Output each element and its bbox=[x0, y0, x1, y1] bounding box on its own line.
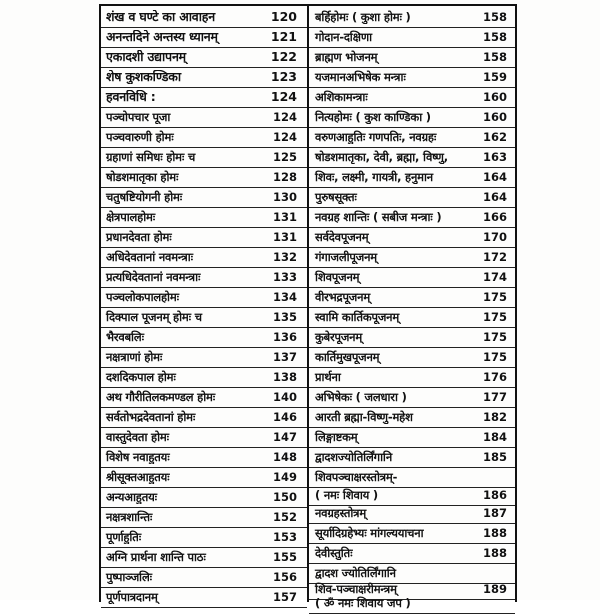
entry-page-number: 186 bbox=[482, 488, 507, 502]
entry-page-number: 124 bbox=[270, 89, 297, 104]
row-rule bbox=[309, 543, 515, 544]
entry-title: पुरुषसूक्तः bbox=[315, 190, 357, 204]
toc-entry bbox=[101, 110, 305, 124]
toc-entry bbox=[309, 90, 513, 104]
row-rule bbox=[309, 347, 515, 348]
entry-title: ( ॐ नमः शिवाय जप ) bbox=[315, 596, 411, 610]
entry-title: देवीस्तुतिः bbox=[315, 546, 353, 560]
toc-entry bbox=[309, 10, 513, 24]
toc-entry bbox=[309, 70, 513, 84]
row-rule bbox=[309, 267, 515, 268]
toc-entry bbox=[309, 370, 513, 384]
row-rule bbox=[309, 467, 515, 468]
row-rule bbox=[101, 147, 307, 148]
row-rule bbox=[101, 327, 307, 328]
toc-entry bbox=[101, 290, 305, 304]
row-rule bbox=[101, 87, 307, 88]
entry-title: पञ्चवारुणी होमः bbox=[106, 130, 174, 144]
entry-page-number: 133 bbox=[272, 270, 297, 284]
toc-entry bbox=[309, 190, 513, 204]
entry-title: श्रीसूक्तआहुतयः bbox=[106, 470, 170, 484]
entry-page-number: 150 bbox=[272, 490, 297, 504]
entry-title: सूर्यादिग्रहेभ्यः मांगल्ययाचना bbox=[315, 526, 424, 540]
row-rule bbox=[101, 467, 307, 468]
entry-title: कुबेरपूजनम् bbox=[315, 330, 363, 344]
row-rule bbox=[101, 387, 307, 388]
entry-page-number: 175 bbox=[482, 310, 507, 324]
toc-entry bbox=[309, 430, 513, 444]
entry-title: वरुणआहुतिः गणपतिः, नवग्रहः bbox=[315, 130, 437, 144]
entry-page-number: 124 bbox=[272, 130, 297, 144]
row-rule bbox=[309, 367, 515, 368]
row-rule bbox=[101, 107, 307, 108]
entry-title: आरती ब्रह्मा-विष्णु-महेश bbox=[315, 410, 413, 424]
entry-title: विशेष नवाहुतयः bbox=[106, 450, 170, 464]
toc-entry bbox=[101, 530, 305, 544]
entry-title: हवनविधि : bbox=[106, 90, 156, 104]
toc-entry bbox=[309, 350, 513, 364]
row-rule bbox=[101, 427, 307, 428]
toc-entry bbox=[309, 30, 513, 44]
entry-title: शिवपञ्चाक्षरस्तोत्रम्- bbox=[315, 470, 398, 484]
entry-page-number: 182 bbox=[482, 410, 507, 424]
row-rule bbox=[309, 447, 515, 448]
toc-entry bbox=[101, 310, 305, 324]
row-rule bbox=[309, 387, 515, 388]
entry-title: नवग्रहस्तोत्रम् bbox=[315, 506, 367, 520]
row-rule bbox=[309, 27, 515, 28]
entry-title: गंगाजलीपूजनम् bbox=[315, 250, 377, 264]
row-rule bbox=[101, 47, 307, 48]
row-rule bbox=[101, 567, 307, 568]
toc-entry bbox=[309, 50, 513, 64]
toc-entry bbox=[309, 270, 513, 284]
row-rule bbox=[309, 187, 515, 188]
row-rule bbox=[101, 67, 307, 68]
entry-title: चतुषष्टियोगनी होमः bbox=[106, 190, 182, 204]
entry-title: शिव-पञ्चाक्षरीमन्त्रम् bbox=[315, 582, 397, 596]
entry-title: वास्तुदेवता होमः bbox=[106, 430, 169, 444]
entry-page-number: 121 bbox=[270, 29, 297, 44]
entry-title: अभिषेकः ( जलधारा ) bbox=[315, 390, 407, 404]
entry-page-number: 146 bbox=[272, 410, 297, 424]
entry-title: अथ गौरीतिलकमण्डल होमः bbox=[106, 390, 216, 404]
toc-entry bbox=[101, 470, 305, 484]
entry-page-number: 188 bbox=[482, 546, 507, 560]
toc-entry bbox=[101, 370, 305, 384]
row-rule bbox=[309, 563, 515, 564]
toc-entry bbox=[101, 390, 305, 404]
row-rule bbox=[101, 447, 307, 448]
toc-entry bbox=[101, 510, 305, 524]
entry-title: प्रार्थना bbox=[315, 370, 341, 384]
entry-page-number: 131 bbox=[272, 210, 297, 224]
toc-entry bbox=[101, 590, 305, 604]
entry-title: पूर्णपात्रदानम् bbox=[106, 590, 158, 604]
toc-entry bbox=[309, 488, 513, 502]
entry-page-number: 176 bbox=[482, 370, 507, 384]
row-rule bbox=[309, 127, 515, 128]
entry-title: सर्वतोभद्रदेवतानां होमः bbox=[106, 410, 196, 424]
toc-entry bbox=[309, 526, 513, 540]
toc-entry bbox=[101, 410, 305, 424]
row-rule bbox=[101, 287, 307, 288]
entry-page-number: 158 bbox=[482, 50, 507, 64]
row-rule bbox=[101, 347, 307, 348]
entry-page-number: 174 bbox=[482, 270, 507, 284]
entry-page-number: 164 bbox=[482, 190, 507, 204]
entry-page-number: 135 bbox=[272, 310, 297, 324]
toc-entry bbox=[101, 10, 305, 24]
entry-title: बर्हिहोमः ( कुशा होमः ) bbox=[315, 10, 411, 24]
row-rule bbox=[309, 247, 515, 248]
entry-title: षोडशमातृका, देवी, ब्रह्मा, विष्णु, bbox=[315, 150, 448, 164]
toc-entry bbox=[309, 250, 513, 264]
entry-page-number: 170 bbox=[482, 230, 507, 244]
toc-entry bbox=[101, 490, 305, 504]
toc-entry bbox=[309, 310, 513, 324]
entry-page-number: 189 bbox=[482, 582, 507, 596]
toc-entry bbox=[101, 170, 305, 184]
toc-entry bbox=[101, 210, 305, 224]
entry-title: पञ्चोपचार पूजा bbox=[106, 110, 171, 124]
entry-page-number: 155 bbox=[272, 550, 297, 564]
toc-entry bbox=[101, 190, 305, 204]
row-rule bbox=[309, 327, 515, 328]
entry-title: कार्तिमुखपूजनम् bbox=[315, 350, 380, 364]
contents-table bbox=[99, 4, 517, 610]
toc-entry bbox=[309, 210, 513, 224]
row-rule bbox=[101, 407, 307, 408]
entry-page-number: 187 bbox=[482, 506, 507, 520]
toc-entry bbox=[309, 170, 513, 184]
row-rule bbox=[101, 367, 307, 368]
entry-page-number: 159 bbox=[482, 70, 507, 84]
entry-page-number: 130 bbox=[272, 190, 297, 204]
entry-title: नवग्रह शान्तिः ( सबीज मन्त्राः ) bbox=[315, 210, 442, 224]
entry-title: प्रधानदेवता होमः bbox=[106, 230, 172, 244]
row-rule bbox=[101, 267, 307, 268]
entry-title: यजमानअभिषेक मन्त्राः bbox=[315, 70, 406, 84]
toc-entry bbox=[309, 506, 513, 520]
row-rule bbox=[101, 547, 307, 548]
entry-page-number: 175 bbox=[482, 350, 507, 364]
entry-page-number: 137 bbox=[272, 350, 297, 364]
entry-title: प्रत्यधिदेवतानां नवमन्त्राः bbox=[106, 270, 201, 284]
toc-entry bbox=[101, 50, 305, 64]
toc-entry bbox=[309, 150, 513, 164]
toc-entry bbox=[101, 30, 305, 44]
row-rule bbox=[101, 207, 307, 208]
entry-page-number: 177 bbox=[482, 390, 507, 404]
entry-title: वीरभद्रपूजनम् bbox=[315, 290, 370, 304]
row-rule bbox=[101, 247, 307, 248]
entry-title: ( नमः शिवाय ) bbox=[315, 488, 378, 502]
entry-page-number: 175 bbox=[482, 330, 507, 344]
entry-title: द्वादश ज्योतिर्लिंगानि bbox=[315, 566, 396, 580]
entry-page-number: 163 bbox=[482, 150, 507, 164]
entry-title: सर्वदेवपूजनम् bbox=[315, 230, 369, 244]
entry-title: ब्राह्मण भोजनम् bbox=[315, 50, 378, 64]
entry-page-number: 120 bbox=[270, 9, 297, 24]
toc-entry bbox=[309, 330, 513, 344]
toc-entry bbox=[101, 430, 305, 444]
entry-page-number: 122 bbox=[270, 49, 297, 64]
entry-page-number: 188 bbox=[482, 526, 507, 540]
row-rule bbox=[309, 407, 515, 408]
row-rule bbox=[309, 523, 515, 524]
toc-entry bbox=[309, 410, 513, 424]
entry-title: दशदिकपाल होमः bbox=[106, 370, 176, 384]
row-rule bbox=[101, 187, 307, 188]
toc-entry bbox=[309, 450, 513, 464]
entry-title: अग्नि प्रार्थना शान्ति पाठः bbox=[106, 550, 206, 564]
toc-entry bbox=[101, 350, 305, 364]
entry-title: नित्यहोमः ( कुश काण्डिका ) bbox=[315, 110, 431, 124]
entry-page-number: 184 bbox=[482, 430, 507, 444]
toc-entry bbox=[101, 570, 305, 584]
entry-title: अनन्तदिने अन्तस्य ध्यानम् bbox=[106, 30, 218, 44]
entry-title: शिवः, लक्ष्मी, गायत्री, हनुमान bbox=[315, 170, 433, 184]
toc-entry bbox=[101, 270, 305, 284]
entry-title: एकादशी उद्यापनम् bbox=[106, 50, 186, 64]
entry-page-number: 125 bbox=[272, 150, 297, 164]
entry-page-number: 185 bbox=[482, 450, 507, 464]
entry-page-number: 156 bbox=[272, 570, 297, 584]
toc-entry bbox=[101, 330, 305, 344]
entry-title: द्वादशज्योतिर्लिंगानि bbox=[315, 450, 393, 464]
entry-title: गोदान-दक्षिणा bbox=[315, 30, 372, 44]
entry-page-number: 164 bbox=[482, 170, 507, 184]
row-rule bbox=[309, 87, 515, 88]
entry-title: अधिदेवतानां नवमन्त्राः bbox=[106, 250, 193, 264]
row-rule bbox=[309, 207, 515, 208]
entry-page-number: 158 bbox=[482, 30, 507, 44]
entry-title: शंख व घण्टे का आवाहन bbox=[106, 10, 215, 24]
entry-page-number: 172 bbox=[482, 250, 507, 264]
toc-entry bbox=[309, 582, 513, 596]
row-rule bbox=[101, 607, 307, 608]
entry-page-number: 131 bbox=[272, 230, 297, 244]
row-rule bbox=[101, 307, 307, 308]
toc-entry bbox=[309, 546, 513, 560]
toc-entry bbox=[309, 470, 513, 484]
entry-page-number: 124 bbox=[272, 110, 297, 124]
toc-entry bbox=[101, 70, 305, 84]
entry-page-number: 160 bbox=[482, 110, 507, 124]
row-rule bbox=[309, 47, 515, 48]
entry-page-number: 160 bbox=[482, 90, 507, 104]
entry-page-number: 149 bbox=[272, 470, 297, 484]
entry-page-number: 175 bbox=[482, 290, 507, 304]
entry-page-number: 158 bbox=[482, 10, 507, 24]
row-rule bbox=[101, 587, 307, 588]
row-rule bbox=[309, 67, 515, 68]
entry-title: पञ्चलोकपालहोमः bbox=[106, 290, 179, 304]
entry-page-number: 132 bbox=[272, 250, 297, 264]
toc-entry bbox=[101, 450, 305, 464]
row-rule bbox=[309, 107, 515, 108]
toc-entry bbox=[101, 550, 305, 564]
entry-page-number: 148 bbox=[272, 450, 297, 464]
toc-entry bbox=[101, 90, 305, 104]
toc-entry bbox=[101, 250, 305, 264]
entry-title: अन्यआहुतयः bbox=[106, 490, 157, 504]
row-rule bbox=[309, 287, 515, 288]
entry-page-number: 152 bbox=[272, 510, 297, 524]
toc-entry bbox=[309, 290, 513, 304]
entry-page-number: 166 bbox=[482, 210, 507, 224]
entry-page-number: 128 bbox=[272, 170, 297, 184]
row-rule bbox=[101, 167, 307, 168]
toc-entry bbox=[309, 130, 513, 144]
toc-entry bbox=[101, 150, 305, 164]
entry-page-number: 153 bbox=[272, 530, 297, 544]
entry-title: नक्षत्राणां होमः bbox=[106, 350, 163, 364]
entry-page-number: 162 bbox=[482, 130, 507, 144]
entry-page-number: 140 bbox=[272, 390, 297, 404]
row-rule bbox=[101, 527, 307, 528]
row-rule bbox=[101, 127, 307, 128]
row-rule bbox=[309, 307, 515, 308]
toc-entry bbox=[309, 230, 513, 244]
toc-entry bbox=[309, 390, 513, 404]
toc-entry bbox=[309, 566, 513, 580]
entry-page-number: 147 bbox=[272, 430, 297, 444]
row-rule bbox=[101, 487, 307, 488]
row-rule bbox=[101, 27, 307, 28]
toc-entry bbox=[309, 110, 513, 124]
toc-entry bbox=[309, 596, 513, 610]
entry-title: शिवपूजनम् bbox=[315, 270, 360, 284]
entry-title: भैरवबलिः bbox=[106, 330, 144, 344]
row-rule bbox=[309, 227, 515, 228]
entry-title: दिक्पाल पूजनम् होमः च bbox=[106, 310, 202, 324]
entry-page-number: 134 bbox=[272, 290, 297, 304]
entry-page-number: 138 bbox=[272, 370, 297, 384]
entry-title: पूर्णाहुतिः bbox=[106, 530, 141, 544]
entry-title: षोडशमातृका होमः bbox=[106, 170, 179, 184]
entry-title: नक्षत्रशान्तिः bbox=[106, 510, 153, 524]
entry-title: पुष्पाञ्जलिः bbox=[106, 570, 152, 584]
row-rule bbox=[309, 167, 515, 168]
entry-title: लिङ्गाष्टकम् bbox=[315, 430, 358, 444]
entry-title: अशिकामन्त्राः bbox=[315, 90, 368, 104]
row-rule bbox=[101, 507, 307, 508]
row-rule bbox=[309, 427, 515, 428]
entry-title: क्षेत्रपालहोमः bbox=[106, 210, 155, 224]
entry-title: ग्रहाणां समिधः होमः च bbox=[106, 150, 196, 164]
toc-entry bbox=[101, 130, 305, 144]
row-rule bbox=[309, 147, 515, 148]
toc-entry bbox=[101, 230, 305, 244]
entry-title: शेष कुशकण्डिका bbox=[106, 70, 181, 84]
entry-page-number: 123 bbox=[270, 69, 297, 84]
entry-page-number: 136 bbox=[272, 330, 297, 344]
entry-page-number: 157 bbox=[272, 590, 297, 604]
row-rule bbox=[101, 227, 307, 228]
entry-title: स्वामि कार्तिकपूजनम् bbox=[315, 310, 400, 324]
